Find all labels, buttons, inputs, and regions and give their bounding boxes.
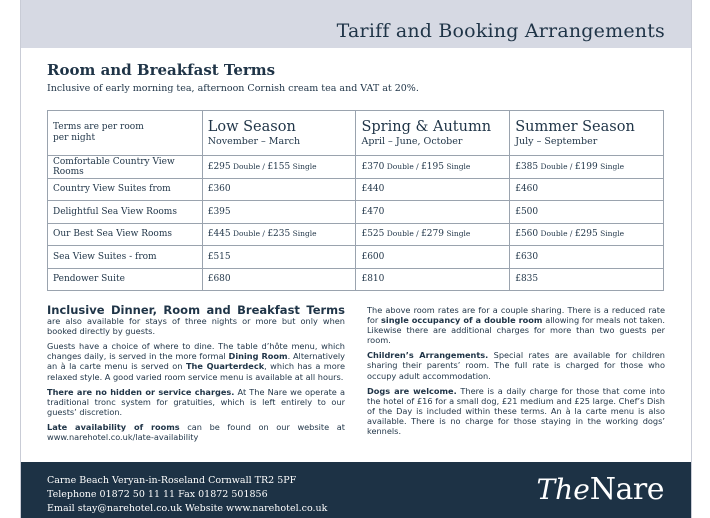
price: £155 — [267, 161, 291, 172]
logo-the: The — [536, 473, 590, 506]
header-band — [21, 0, 691, 48]
quarterdeck-name: The Quarterdeck — [185, 361, 265, 372]
tariff-table — [47, 110, 664, 291]
season-name: Low Season — [207, 118, 296, 135]
price: £295 — [574, 229, 598, 240]
row-label: Pendower Suite — [48, 268, 203, 291]
late-availability-heading: Late availability of rooms — [47, 421, 180, 432]
room-rates-paragraph — [367, 305, 665, 345]
price-cell — [356, 223, 510, 246]
late-availability-paragraph — [47, 422, 345, 442]
footer — [21, 462, 691, 518]
price-cell: £600 — [356, 246, 510, 269]
price: £295 — [207, 161, 231, 172]
price-unit: Double / — [538, 161, 575, 171]
room-rates-text: The above room rates are for a couple sharing. There is a reduced rate for — [367, 305, 665, 326]
late-availability-text: can be found on our website at www.narehotel.co.uk/late-availability — [47, 421, 345, 443]
row-label: Delightful Sea View Rooms — [48, 201, 203, 224]
dinner-terms-text: are also available for stays of three nights or more but only when booked directly by guests. — [47, 316, 345, 337]
page-title: Tariff and Booking Arrangements — [336, 20, 665, 42]
room-rates-text: allowing for meals not taken. Likewise there are additional charges for more than two guests per room. — [367, 315, 665, 346]
price-cell: £460 — [510, 178, 664, 201]
children-heading: Children’s Arrangements. — [367, 350, 489, 361]
dinner-terms-paragraph — [47, 305, 345, 336]
dining-text: , which has a more relaxed style. A good varied room service menu is available at all hours. — [47, 361, 346, 382]
price-unit: Double / — [384, 229, 422, 239]
price-cell — [202, 223, 356, 246]
corner-line-2: per night — [53, 133, 96, 143]
price-unit: Single — [443, 229, 471, 239]
dining-text: . Alternatively an à la carte menu is served on — [47, 351, 345, 372]
price-cell: £630 — [510, 246, 664, 269]
price-cell: £395 — [202, 201, 356, 224]
price: £195 — [421, 161, 444, 172]
price-cell: £500 — [510, 201, 664, 224]
table-row — [48, 201, 664, 224]
table-row — [48, 156, 664, 179]
dinner-terms-heading: Inclusive Dinner, Room and Breakfast Terms — [47, 303, 345, 317]
table-row — [48, 178, 664, 201]
price: £199 — [574, 161, 598, 172]
right-column — [367, 305, 665, 441]
charges-text: At The Nare we operate a traditional tronc system for gratuities, which is left entirely to our guests’ discretion. — [47, 386, 345, 417]
price-cell: £680 — [202, 268, 356, 291]
price-cell: £440 — [356, 178, 510, 201]
price-unit: Single — [290, 229, 317, 239]
the-nare-logo — [536, 472, 664, 507]
price-unit: Double / — [230, 161, 268, 171]
single-occupancy-text: single occupancy of a double room — [381, 315, 543, 326]
section-title: Room and Breakfast Terms — [47, 61, 276, 79]
season-header-low — [202, 111, 356, 156]
corner-cell — [48, 111, 203, 156]
contact-details — [47, 474, 327, 516]
season-months: November – March — [207, 135, 301, 147]
price-cell: £835 — [510, 268, 664, 291]
price: £525 — [361, 229, 385, 240]
dining-text: Guests have a choice of where to dine. The table d’hôte menu, which changes daily, is served in the more formal — [47, 341, 345, 362]
row-label: Country View Suites from — [48, 178, 203, 201]
row-label: Our Best Sea View Rooms — [48, 223, 203, 246]
table-row — [48, 246, 664, 269]
row-label: Comfortable Country View Rooms — [48, 156, 203, 179]
page-frame — [20, 0, 692, 518]
season-name: Summer Season — [515, 118, 635, 135]
price: £385 — [515, 161, 539, 172]
left-column — [47, 305, 345, 447]
children-text: Special rates are available for children sharing their parents’ room. The full rate is charged for those who occupy adult accommodation. — [367, 350, 665, 381]
price: £445 — [207, 229, 231, 240]
charges-paragraph — [47, 387, 345, 417]
section-subtitle: Inclusive of early morning tea, afternoon Cornish cream tea and VAT at 20%. — [47, 83, 419, 94]
price-unit: Single — [597, 161, 625, 171]
children-paragraph — [367, 350, 665, 380]
price: £560 — [515, 229, 539, 240]
price-unit: Single — [597, 229, 625, 239]
price-cell — [510, 156, 664, 179]
price: £279 — [421, 229, 444, 240]
price-unit: Double / — [538, 229, 575, 239]
dogs-heading: Dogs are welcome. — [367, 385, 457, 396]
dining-room-name: Dining Room — [228, 351, 288, 362]
price: £235 — [267, 229, 291, 240]
season-header-spring-autumn — [356, 111, 510, 156]
address-line: Carne Beach Veryan-in-Roseland Cornwall TR2 5PF — [47, 475, 297, 486]
price-cell: £810 — [356, 268, 510, 291]
phone-line: Telephone 01872 50 11 11 Fax 01872 501856 — [47, 489, 268, 500]
charges-heading: There are no hidden or service charges. — [47, 386, 235, 397]
price-cell — [202, 156, 356, 179]
season-name: Spring & Autumn — [361, 118, 492, 135]
price-cell — [356, 156, 510, 179]
price-cell — [510, 223, 664, 246]
price-unit: Double / — [230, 229, 268, 239]
price-cell: £360 — [202, 178, 356, 201]
price-unit: Single — [290, 161, 317, 171]
price-unit: Double / — [384, 161, 422, 171]
dogs-text: There is a daily charge for those that come into the hotel of £16 for a small dog, £21 medium and £25 large. Chef’s Dish of the Day is included within these terms. An à la carte menu is also available. There is no charge for those staying in the working dogs’ kennels. — [367, 385, 665, 437]
price-cell: £515 — [202, 246, 356, 269]
table-row — [48, 223, 664, 246]
table-header-row — [48, 111, 664, 156]
price-unit: Single — [443, 161, 471, 171]
price-cell: £470 — [356, 201, 510, 224]
dogs-paragraph — [367, 386, 665, 436]
season-months: April – June, October — [361, 135, 463, 147]
logo-nare: Nare — [589, 472, 664, 507]
corner-line-1: Terms are per room — [53, 122, 144, 132]
price: £370 — [361, 161, 385, 172]
season-months: July – September — [515, 135, 598, 147]
table-row — [48, 268, 664, 291]
season-header-summer — [510, 111, 664, 156]
dining-paragraph — [47, 341, 345, 381]
email-website-line: Email stay@narehotel.co.uk Website www.narehotel.co.uk — [47, 503, 328, 514]
row-label: Sea View Suites - from — [48, 246, 203, 269]
